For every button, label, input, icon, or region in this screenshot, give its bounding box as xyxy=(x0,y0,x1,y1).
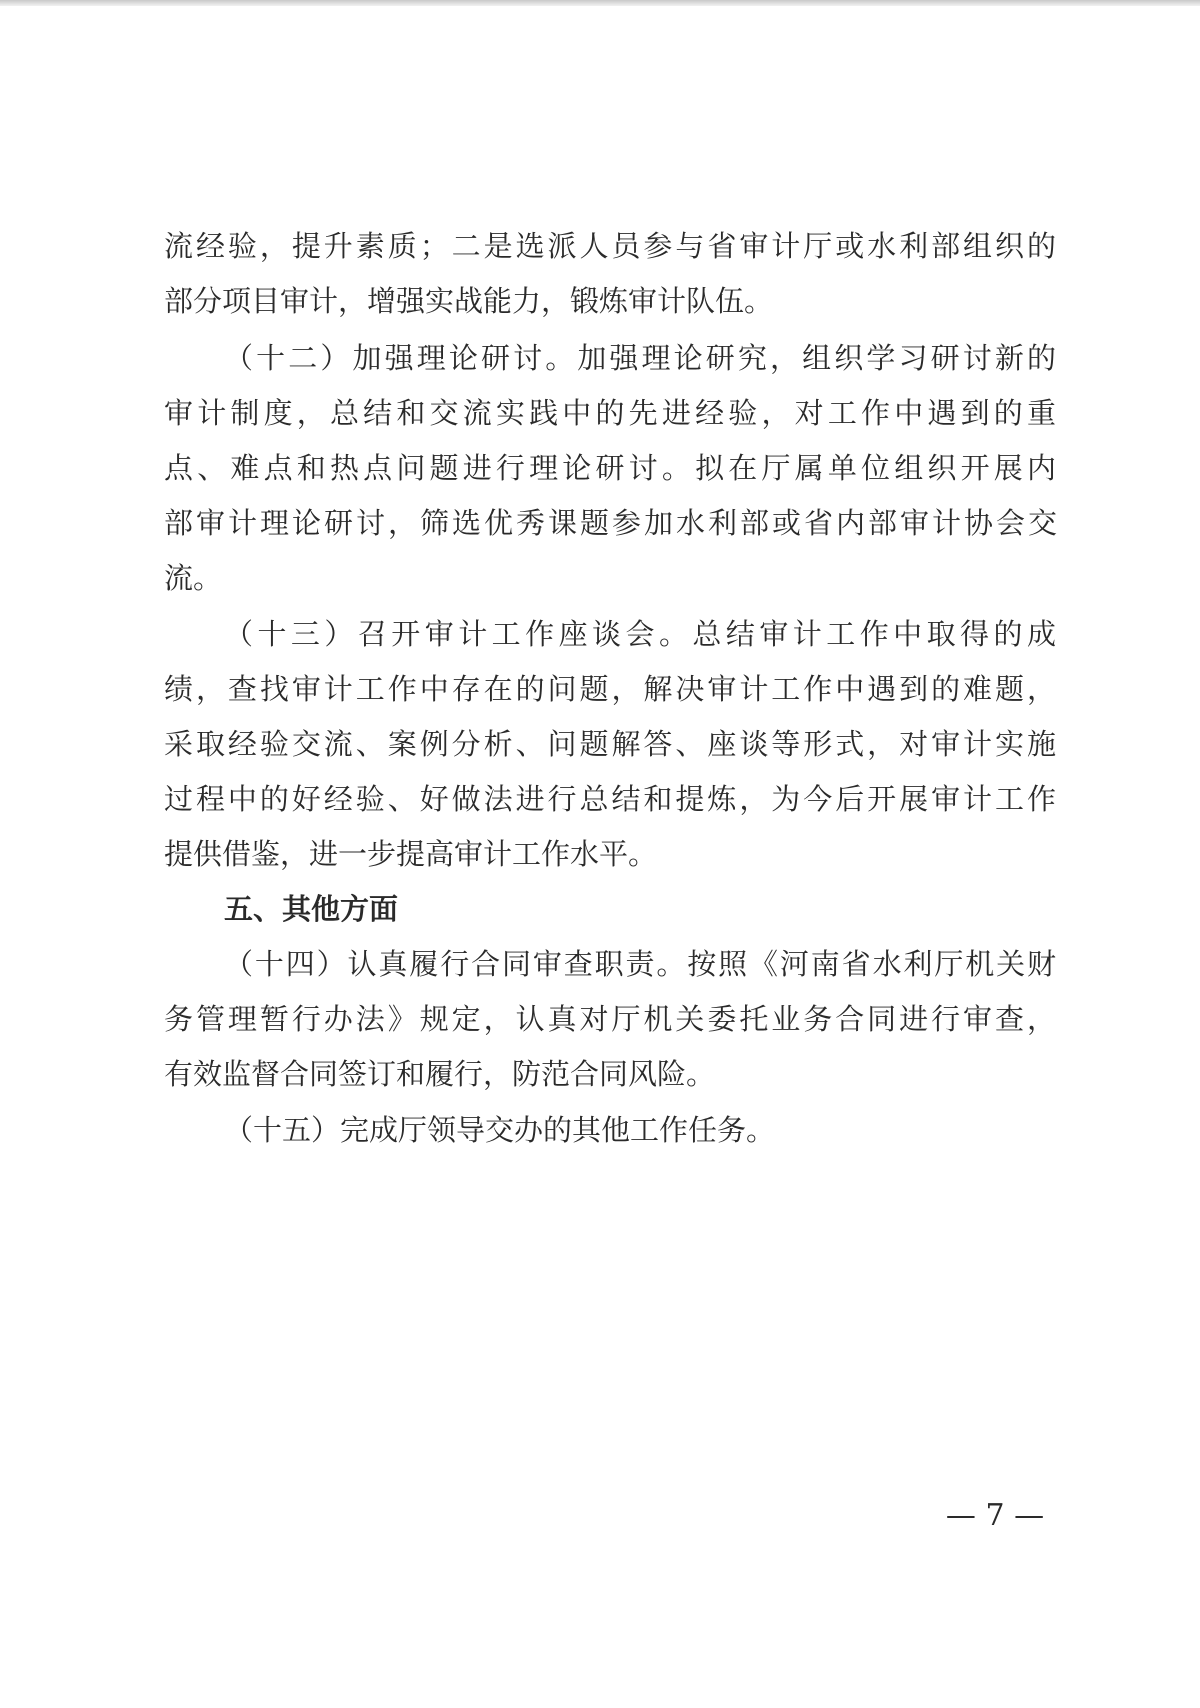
paragraph-line: 部分项目审计，增强实战能力，锻炼审计队伍。 xyxy=(164,284,774,318)
paragraph-line: 点、难点和热点问题进行理论研讨。拟在厅属单位组织开展内 xyxy=(164,451,1056,485)
page-number: — 7 — xyxy=(945,1498,1045,1533)
paragraph-line: 有效监督合同签订和履行，防范合同风险。 xyxy=(164,1057,716,1091)
scan-top-edge xyxy=(0,0,1200,6)
paragraph-line: 采取经验交流、案例分析、问题解答、座谈等形式，对审计实施 xyxy=(164,727,1056,761)
paragraph-line: （十二）加强理论研讨。加强理论研究，组织学习研讨新的 xyxy=(224,341,1056,375)
paragraph-line: 务管理暂行办法》规定，认真对厅机关委托业务合同进行审查， xyxy=(164,1002,1056,1036)
paragraph-line: （十三）召开审计工作座谈会。总结审计工作中取得的成 xyxy=(224,617,1056,651)
paragraph-line: 过程中的好经验、好做法进行总结和提炼，为今后开展审计工作 xyxy=(164,782,1056,816)
paragraph-line: 流。 xyxy=(164,561,223,595)
paragraph-line: （十四）认真履行合同审查职责。按照《河南省水利厅机关财 xyxy=(224,947,1056,981)
paragraph-line: 部审计理论研讨，筛选优秀课题参加水利部或省内部审计协会交 xyxy=(164,506,1056,540)
paragraph-line: 提供借鉴，进一步提高审计工作水平。 xyxy=(164,837,658,871)
paragraph-line: 绩，查找审计工作中存在的问题，解决审计工作中遇到的难题， xyxy=(164,672,1056,706)
section-heading: 五、其他方面 xyxy=(224,892,399,926)
paragraph-line: 审计制度，总结和交流实践中的先进经验，对工作中遇到的重 xyxy=(164,396,1056,430)
paragraph-line: （十五）完成厅领导交办的其他工作任务。 xyxy=(224,1113,776,1147)
paragraph-line: 流经验，提升素质；二是选派人员参与省审计厅或水利部组织的 xyxy=(164,229,1056,263)
